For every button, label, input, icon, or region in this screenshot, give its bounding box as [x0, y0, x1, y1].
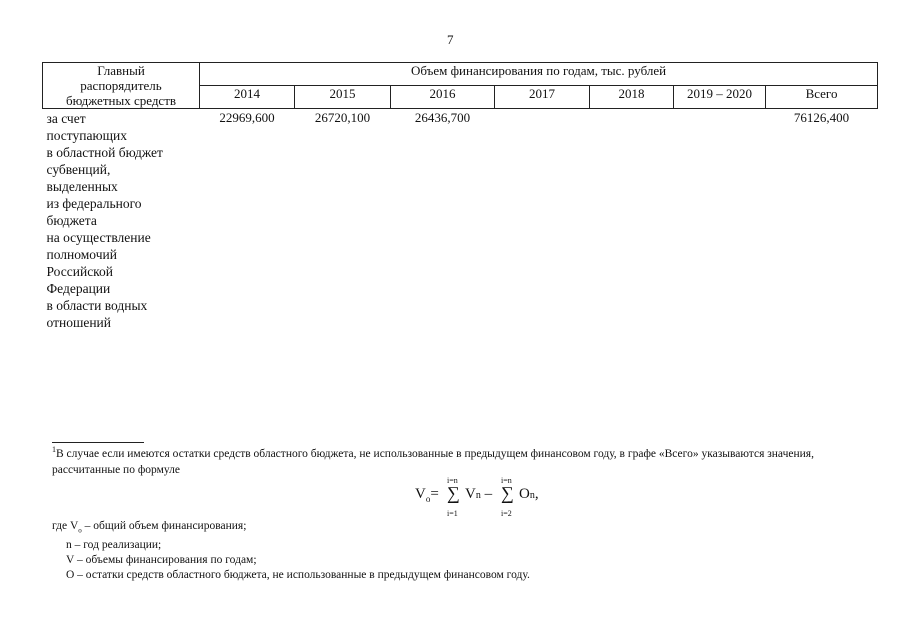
- row-label-line: на осуществление: [46, 230, 151, 245]
- definition-lead: [52, 519, 530, 538]
- header-manager: [43, 63, 200, 109]
- row-label-line: бюджета: [46, 213, 97, 228]
- header-manager-line-1: Главный: [97, 63, 145, 78]
- row-label-line: за счет: [46, 111, 86, 126]
- value-2017: [495, 109, 590, 333]
- row-label-line: Российской: [46, 264, 114, 279]
- definition-lead-text: где V: [52, 520, 79, 532]
- row-label-line: полномочий: [46, 247, 117, 262]
- header-year-2014: 2014: [200, 86, 295, 109]
- value-2016: 26436,700: [414, 110, 471, 125]
- definitions: [52, 519, 530, 583]
- formula-term1-sub: n: [475, 490, 481, 501]
- footnote-marker: 1: [52, 445, 56, 454]
- value-total: 76126,400: [793, 110, 850, 125]
- row-label-line: в областной бюджет: [46, 145, 163, 160]
- formula-term2: O: [519, 486, 530, 502]
- formula: [415, 476, 615, 522]
- header-financing-volume: Объем финансирования по годам, тыс. рублей: [200, 63, 878, 86]
- formula-sum2-upper: i=n: [501, 476, 512, 485]
- header-year-2016: 2016: [391, 86, 495, 109]
- value-2015: 26720,100: [314, 110, 371, 125]
- definition-line: V – объемы финансирования по годам;: [66, 554, 257, 567]
- definition-line: O – остатки средств областного бюджета, не использованные в предыдущем финансовом году.: [66, 569, 530, 582]
- header-year-2018: 2018: [590, 86, 674, 109]
- sum-sign-icon: ∑: [501, 483, 514, 503]
- financing-table: [42, 62, 878, 332]
- row-label-line: отношений: [46, 315, 112, 330]
- footnote: [52, 446, 858, 478]
- header-manager-line-3: бюджетных средств: [65, 93, 177, 108]
- value-2014: 22969,600: [219, 110, 275, 125]
- definition-line: n – год реализации;: [66, 539, 162, 552]
- formula-equals: =: [430, 486, 439, 502]
- table-row: [43, 109, 878, 333]
- formula-sum2-lower: i=2: [501, 509, 512, 518]
- header-manager-line-2: распорядитель: [80, 78, 162, 93]
- formula-lhs-sub: о: [425, 494, 431, 504]
- formula-lhs: V: [415, 486, 426, 502]
- header-year-2015: 2015: [295, 86, 391, 109]
- row-label: [43, 109, 200, 333]
- formula-minus: –: [484, 486, 493, 502]
- header-total: Всего: [766, 86, 878, 109]
- formula-sum1-lower: i=1: [447, 509, 458, 518]
- page-number: 7: [447, 32, 454, 47]
- value-2018: [590, 109, 674, 333]
- formula-term1: V: [465, 486, 476, 502]
- sum-sign-icon: ∑: [447, 483, 460, 503]
- definition-lead-rest: – общий объем финансирования;: [81, 520, 247, 532]
- header-row-1: [43, 63, 878, 86]
- definition-lead-sub: о: [78, 526, 82, 535]
- row-label-line: поступающих: [46, 128, 127, 143]
- row-label-line: из федерального: [46, 196, 142, 211]
- formula-term2-sub: n: [529, 490, 535, 501]
- row-label-line: субвенций,: [46, 162, 111, 177]
- formula-sum1-upper: i=n: [447, 476, 458, 485]
- footnote-text: В случае если имеются остатки средств областного бюджета, не использованные в предыдущем финансовом году, в графе «Всего» указываются значения, рассчитанные по формуле: [52, 448, 814, 476]
- header-year-2017: 2017: [495, 86, 590, 109]
- footnote-divider: [52, 442, 144, 443]
- row-label-line: выделенных: [46, 179, 118, 194]
- header-year-2019-2020: 2019 – 2020: [674, 86, 766, 109]
- formula-comma: ,: [534, 486, 539, 502]
- row-label-line: Федерации: [46, 281, 111, 296]
- value-2019-2020: [674, 109, 766, 333]
- row-label-line: в области водных: [46, 298, 148, 313]
